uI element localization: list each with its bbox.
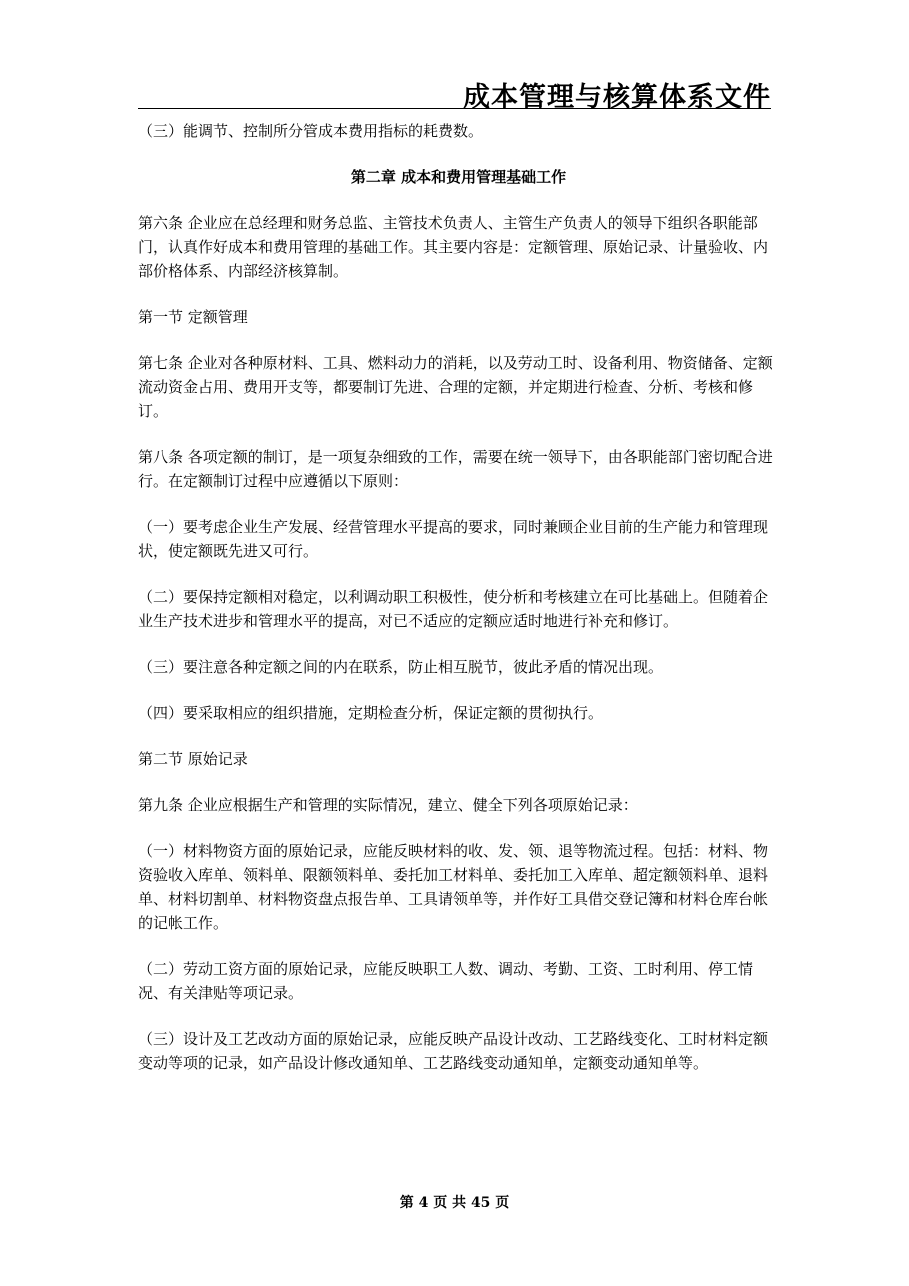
paragraph: 第七条 企业对各种原材料、工具、燃料动力的消耗，以及劳动工时、设备利用、物资储备、定额流动资金占用、费用开支等，都要制订先进、合理的定额，并定期进行检查、分析、考核和修订。 bbox=[138, 354, 773, 420]
document-header-title: 成本管理与核算体系文件 bbox=[463, 82, 771, 113]
paragraph: 第九条 企业应根据生产和管理的实际情况，建立、健全下列各项原始记录： bbox=[138, 796, 638, 814]
paragraph: （三）能调节、控制所分管成本费用指标的耗费数。 bbox=[138, 122, 484, 140]
paragraph: （二）要保持定额相对稳定，以利调动职工积极性，使分析和考核建立在可比基础上。但随着企业生产技术进步和管理水平的提高，对已不适应的定额应适时地进行补充和修订。 bbox=[138, 588, 769, 630]
paragraph: （四）要采取相应的组织措施，定期检查分析，保证定额的贯彻执行。 bbox=[138, 704, 604, 722]
paragraph: （一）要考虑企业生产发展、经营管理水平提高的要求，同时兼顾企业目前的生产能力和管理现状，使定额既先进又可行。 bbox=[138, 518, 769, 560]
paragraph: 第八条 各项定额的制订，是一项复杂细致的工作，需要在统一领导下，由各职能部门密切配合进行。在定额制订过程中应遵循以下原则： bbox=[138, 448, 773, 490]
section-heading: 第一节 定额管理 bbox=[138, 308, 248, 326]
paragraph: （一）材料物资方面的原始记录，应能反映材料的收、发、领、退等物流过程。包括：材料、物资验收入库单、领料单、限额领料单、委托加工材料单、委托加工入库单、超定额领料单、退料单、材料切割单、材料物资盘点报告单、工具请领单等，并作好工具借交登记簿和材料仓库台帐的记帐工作。 bbox=[138, 842, 769, 932]
page-number: 第 4 页 共 45 页 bbox=[399, 1195, 510, 1211]
document-body bbox=[138, 119, 779, 1097]
header-divider bbox=[138, 108, 771, 109]
paragraph: 第六条 企业应在总经理和财务总监、主管技术负责人、主管生产负责人的领导下组织各职能部门，认真作好成本和费用管理的基础工作。其主要内容是：定额管理、原始记录、计量验收、内部价格体系、内部经济核算制。 bbox=[138, 214, 769, 280]
paragraph: （三）要注意各种定额之间的内在联系，防止相互脱节，彼此矛盾的情况出现。 bbox=[138, 658, 664, 676]
chapter-heading: 第二章 成本和费用管理基础工作 bbox=[350, 168, 567, 186]
paragraph: （三）设计及工艺改动方面的原始记录，应能反映产品设计改动、工艺路线变化、工时材料定额变动等项的记录，如产品设计修改通知单、工艺路线变动通知单，定额变动通知单等。 bbox=[138, 1030, 769, 1072]
section-heading: 第二节 原始记录 bbox=[138, 750, 248, 768]
paragraph: （二）劳动工资方面的原始记录，应能反映职工人数、调动、考勤、工资、工时利用、停工情况、有关津贴等项记录。 bbox=[138, 960, 754, 1002]
